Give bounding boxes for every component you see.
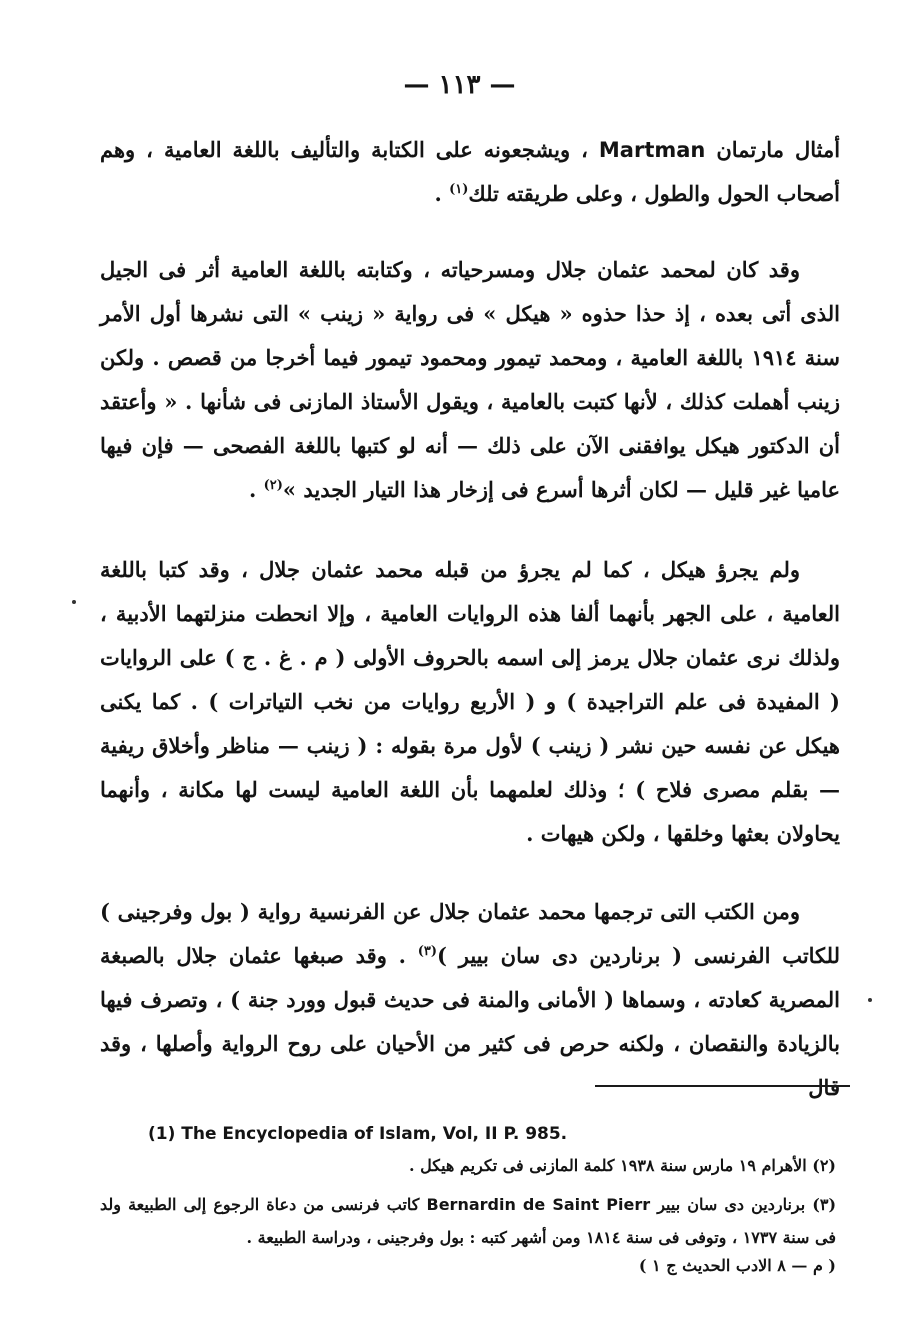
footnote-3-text-rest: كاتب فرنسى من دعاة الرجوع إلى الطبيعة ولد فى سنة ١٧٣٧ ، وتوفى فى سنة ١٨١٤ ومن أشهر كتبه : بول وفرجينى ، ودراسة الطبيعة . xyxy=(100,1195,836,1247)
paragraph-1-text-rest: ، ويشجعونه على الكتابة والتأليف باللغة العامية ، وهم أصحاب الحول والطول ، وعلى طريقته تلك xyxy=(100,137,840,206)
paragraph-2-text: وقد كان لمحمد عثمان جلال ومسرحياته ، وكتابته باللغة العامية أثر فى الجيل الذى أتى بعده ، إذ حذا حذوه « هيكل » فى رواية « زينب » التى نشرها أول الأمر سنة ١٩١٤ باللغة العامية ، ومحمد تيمور ومحمود تيمور فيما أخرجا من قصص . ولكن زينب أهملت كذلك ، لأنها كتبت بالعامية ، ويقول الأستاذ المازنى فى شأنها . « وأعتقد أن الدكتور هيكل يوافقنى الآن على ذلك — أنه لو كتبها باللغة الفصحى — فإن فيها عاميا غير قليل — لكان أثرها أسرع فى إزخار هذا التيار الجديد » xyxy=(100,257,840,502)
page-number: — ١١٣ — xyxy=(403,70,516,100)
paragraph-1-text-start: أمثال مارتمان xyxy=(716,137,841,162)
footnote-divider xyxy=(595,1085,850,1087)
paragraph-1 xyxy=(100,128,840,216)
margin-speck xyxy=(868,998,872,1002)
latin-name-bernardin: Bernardin de Saint Pierr xyxy=(426,1195,651,1214)
paragraph-4 xyxy=(100,890,840,1110)
footnote-ref-3: (٣) xyxy=(417,944,438,959)
paragraph-3-text: ولم يجرؤ هيكل ، كما لم يجرؤ من قبله محمد عثمان جلال ، وقد كتبا باللغة العامية ، على الجهر بأنهما ألفا هذه الروايات العامية ، وإلا انحطت منزلتهما الأدبية ، ولذلك نرى عثمان جلال يرمز إلى اسمه بالحروف الأولى ( م . غ . ج ) على الروايات ( المفيدة فى علم التراجيدة ) و ( الأربع روايات من نخب التياترات ) . كما يكنى هيكل عن نفسه حين نشر ( زينب ) لأول مرة بقوله : ( زينب — مناظر وأخلاق ريفية — بقلم مصرى فلاح ) ؛ وذلك لعلمهما بأن اللغة العامية ليست لها مكانة ، وأنهما يحاولان بعثها وخلقها ، ولكن هيهات . xyxy=(100,557,840,846)
footnote-3-text-start: (٣) برناردين دى سان بيير xyxy=(657,1195,837,1214)
footnote-2: (٢) الأهرام ١٩ مارس سنة ١٩٣٨ كلمة المازنى فى تكريم هيكل . xyxy=(409,1156,836,1175)
printer-signature: ( م — ٨ الادب الحديث ج ١ ) xyxy=(638,1256,836,1275)
paragraph-2 xyxy=(100,248,840,512)
paragraph-4-text-start: ومن الكتب التى ترجمها محمد عثمان جلال عن الفرنسية رواية ( بول وفرجينى ) للكاتب الفرنسى ( برناردين دى سان بيير ) xyxy=(100,899,841,968)
footnote-1: (1) The Encyclopedia of Islam, Vol, II P. 985. xyxy=(148,1124,568,1144)
paragraph-4-text-rest: . وقد صبغها عثمان جلال بالصبغة المصرية كعادته ، وسماها ( الأمانى والمنة فى حديث قبول وورد جنة ) ، وتصرف فيها بالزيادة والنقصان ، ولكنه حرص فى كثير من الأحيان على روح الرواية وأصلها ، وقد قال xyxy=(100,943,840,1100)
paragraph-2-end: . xyxy=(248,477,257,502)
paragraph-1-end: . xyxy=(434,181,442,206)
paragraph-3 xyxy=(100,548,840,856)
latin-name-martman: Martman xyxy=(598,138,706,162)
footnote-ref-1: (١) xyxy=(449,182,469,197)
footnote-3 xyxy=(100,1188,836,1254)
margin-speck xyxy=(72,600,76,604)
footnote-ref-2: (٢) xyxy=(263,478,283,493)
